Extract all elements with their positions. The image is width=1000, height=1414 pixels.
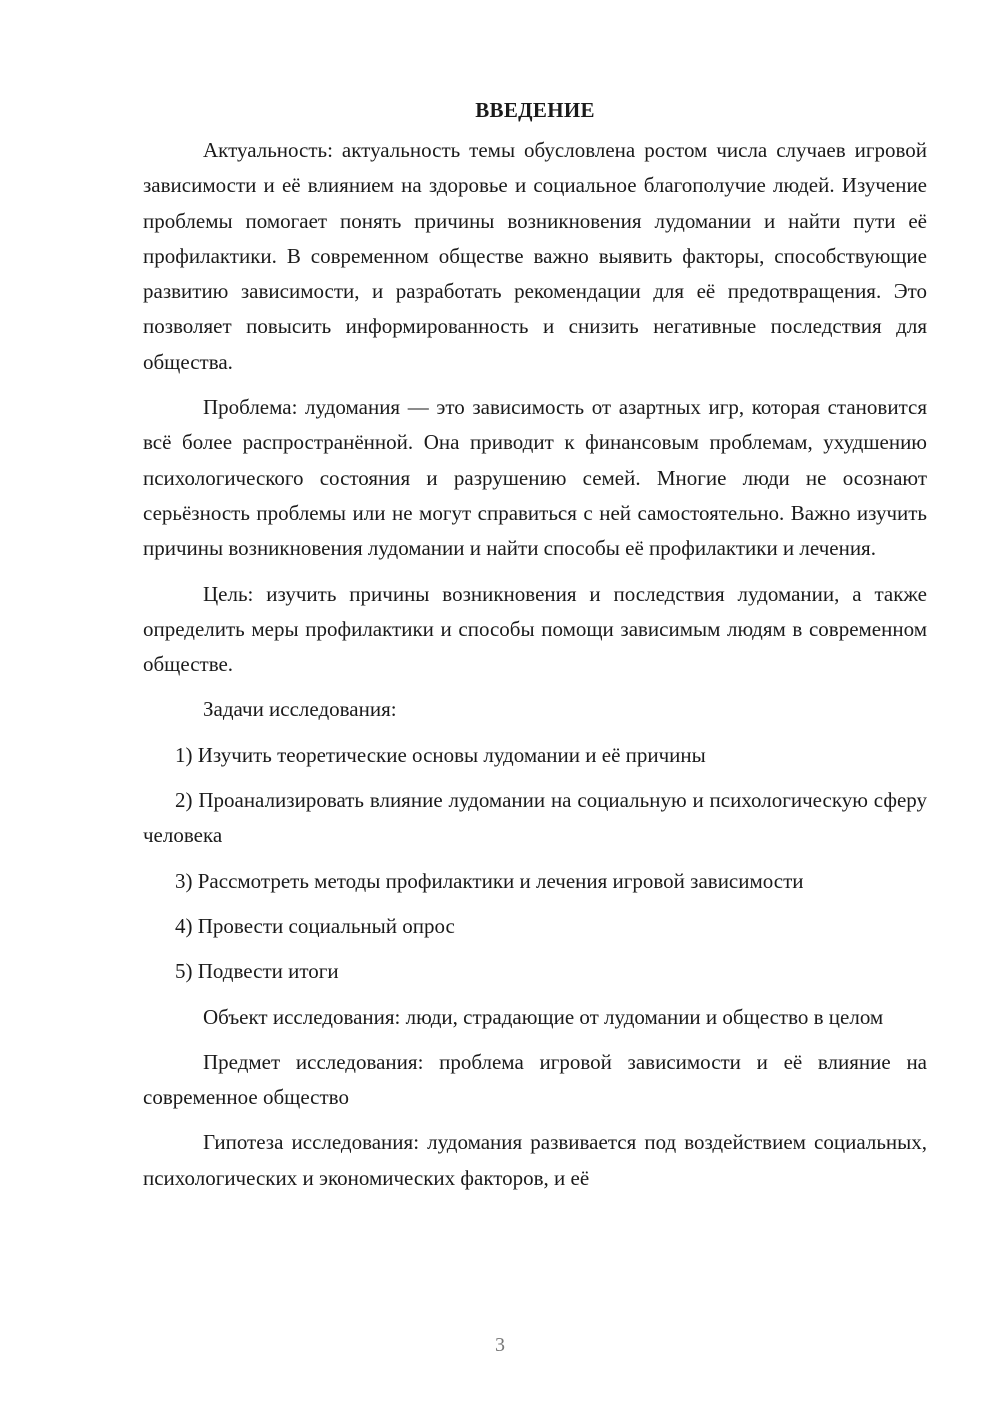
- paragraph-hypothesis: Гипотеза исследования: лудомания развивается под воздействием социальных, психологических и экономических факторов, и её: [143, 1130, 927, 1190]
- task-item-1: 1) Изучить теоретические основы лудомании и её причины: [175, 742, 706, 767]
- paragraph-object: Объект исследования: люди, страдающие от лудомании и общество в целом: [203, 1004, 884, 1029]
- task-item-4: 4) Провести социальный опрос: [175, 913, 455, 938]
- task-item-3: 3) Рассмотреть методы профилактики и лечения игровой зависимости: [175, 868, 804, 893]
- page-title: ВВЕДЕНИЕ: [475, 98, 595, 122]
- task-item-2: 2) Проанализировать влияние лудомании на социальную и психологическую сферу человека: [143, 788, 927, 848]
- paragraph-relevance: Актуальность: актуальность темы обусловлена ростом числа случаев игровой зависимости и её влиянием на здоровье и социальное благополучие людей. Изучение проблемы помогает понять причины возникновения лудомании и найти пути её профилактики. В современном обществе важно выявить факторы, способствующие развитию зависимости, и разработать рекомендации для её предотвращения. Это позволяет повысить информированность и снизить негативные последствия для общества.: [143, 138, 927, 374]
- document-page: [143, 95, 927, 1206]
- page-number: 3: [495, 1334, 505, 1356]
- task-item-5: 5) Подвести итоги: [175, 959, 339, 984]
- paragraph-subject: Предмет исследования: проблема игровой зависимости и её влияние на современное общество: [143, 1049, 927, 1110]
- paragraph-goal: Цель: изучить причины возникновения и последствия лудомании, а также определить меры профилактики и способы помощи зависимым людям в современном обществе.: [143, 581, 927, 677]
- paragraph-problem: Проблема: лудомания — это зависимость от азартных игр, которая становится всё более распространённой. Она приводит к финансовым проблемам, ухудшению психологического состояния и разрушению семей. Многие люди не осознают серьёзность проблемы или не могут справиться с ней самостоятельно. Важно изучить причины возникновения лудомании и найти способы её профилактики и лечения.: [143, 395, 927, 561]
- paragraph-tasks-heading: Задачи исследования:: [203, 697, 397, 722]
